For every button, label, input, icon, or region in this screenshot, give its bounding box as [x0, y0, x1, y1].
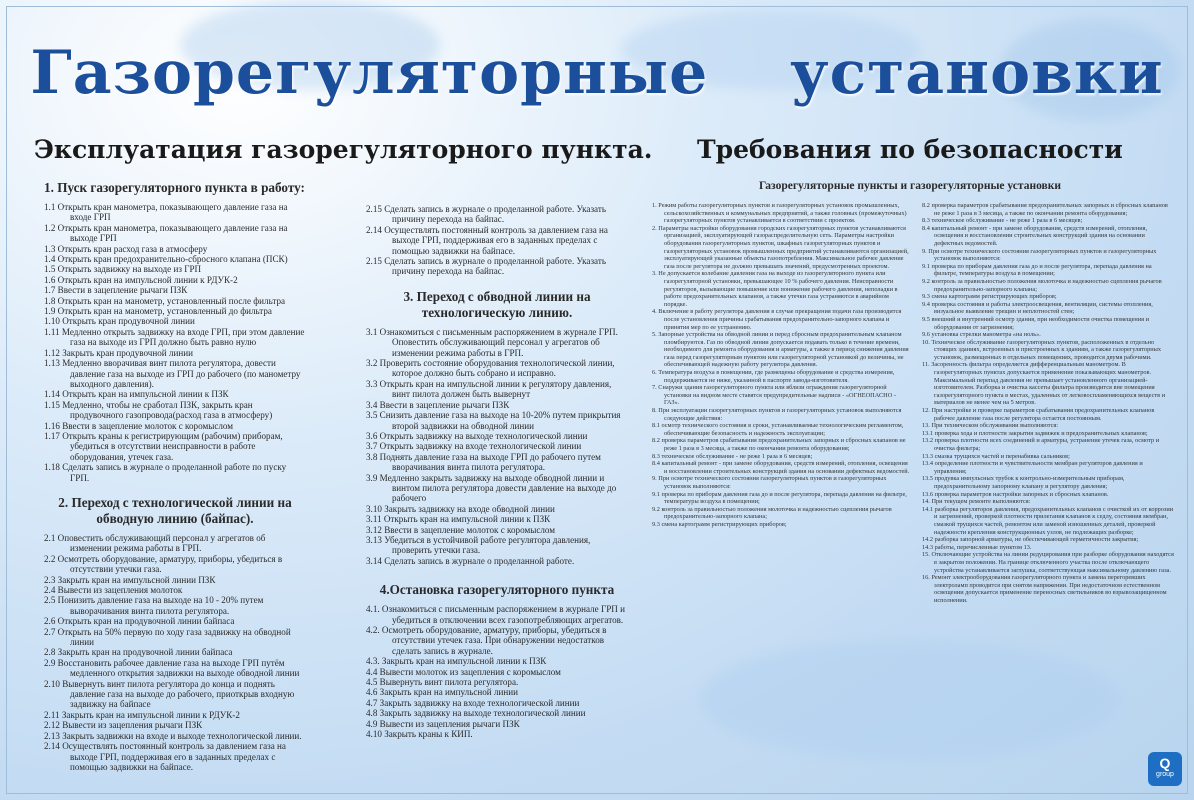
instruction-item: 2.2 Осмотреть оборудование, арматуру, приборы, убедиться в отсутствии утечки газа.: [44, 553, 283, 575]
instruction-item: 3.11 Открыть кран на импульсной линии к ПЗК: [366, 514, 551, 525]
instruction-item: 1.18 Сделать запись в журнале о проделанной работе по пуску ГРП.: [44, 462, 287, 483]
instruction-item: 1.14 Открыть кран на импульсной линии к ПЗК: [44, 389, 229, 400]
safety-rule: 13. При техническом обслуживании выполняются:: [922, 422, 1059, 430]
safety-columns: [640, 196, 1180, 786]
safety-rule: 9.1 проверка по приборам давления газа до и после регулятора, перепада давления на фильтре, температуры воздуха в помещении;: [922, 262, 1152, 278]
safety-block: [640, 180, 1180, 786]
instruction-item: 2.15 Сделать запись в журнале о проделанной работе. Указать причину перехода на байпас.: [366, 204, 606, 225]
company-logo: [1148, 752, 1182, 786]
safety-rule: 9.5 внешний и внутренний осмотр здания, при необходимости очистка помещения и оборудования от загрязнения;: [922, 315, 1150, 331]
safety-rule: 10. Техническое обслуживание газорегуляторных пунктов, расположенных в отдельно стоящих зданиях, встроенных и пристроенных к зданиям, а также газорегуляторных установок, размещенных в отдельных помещениях, проводится двумя рабочими.: [922, 338, 1161, 361]
safety-rule: 9. При осмотре технического состояния газорегуляторных пунктов и газорегуляторных установок выполняются:: [652, 475, 887, 490]
instruction-item: 4.6 Закрыть кран на импульсной линии: [366, 687, 518, 698]
safety-rule: 13.3 смазка трущихся частей и перенабивка сальников;: [922, 452, 1070, 460]
section-title: 2. Переход с технологической линии на обводную линию (байпас).: [58, 494, 292, 526]
safety-rule: 11. Засоренность фильтра определяется дифференциальным манометром. В газорегуляторных пунктах допускается применение показывающих манометров. Максимальный перепад давления не превышает установленного организацией-изготовителем. Разборка и очистка кассеты фильтра производится вне помещения газорегуляторного пункта в местах, удаленных от легковоспламеняющихся веществ и материалов не менее чем на 5 метров.: [922, 361, 1166, 407]
safety-rule: 6. Температура воздуха в помещении, где размещены оборудование и средства измерения, поддерживается не ниже, указанной в паспорте завода-изготовителя.: [652, 369, 895, 384]
instruction-item: 1.10 Открыть кран продувочной линии: [44, 316, 195, 327]
instruction-item: 3.8 Поднять давление газа на выходе ГРП до рабочего путем вворачивания винта пилота регулятора.: [366, 451, 601, 473]
instruction-item: 2.12 Вывести из зацепления рычаги ПЗК: [44, 720, 203, 731]
column-operation-2: [366, 204, 628, 739]
safety-rule: 3. Не допускается колебание давления газа на выходе из газорегуляторного пункта или газорегуляторной установки, превышающее 10 % рабочего давления. Неисправности регуляторов, вызывающие повышение или понижение рабочего давления, неполадки в работе предохранительных клапанов, а также утечки газа устраняются в аварийном порядке.: [652, 270, 898, 308]
instruction-item: 1.16 Ввести в зацепление молоток с коромыслом: [44, 420, 234, 431]
instruction-item: 3.9 Медленно закрыть задвижку на выходе обводной линии и винтом пилота регулятора довести давление на выходе до рабочего: [366, 472, 617, 504]
instruction-item: 2.8 Закрыть кран на продувочной линии байпаса: [44, 647, 233, 658]
safety-column-1: [652, 202, 910, 529]
safety-rule: 8.4 капитальный ремонт - при замене оборудования, средств измерений, отопления, освещения и восстановлении строительных конструкций здания на основании дефектных ведомостей.: [652, 460, 910, 475]
instruction-item: 1.5 Открыть задвижку на выходе из ГРП: [44, 264, 202, 275]
instruction-item: 2.3 Закрыть кран на импульсной линии ПЗК: [44, 574, 216, 585]
instruction-item: 1.4 Открыть кран предохранительно-сбросного клапана (ПСК): [44, 254, 288, 265]
safety-rule: 15. Отключающие устройства на линии редуцирования при разборке оборудования находятся в закрытом положении. На границе отключенного участка после отключающего устройства устанавливается заглушка, соответствующая максимальному давлению газа.: [922, 551, 1174, 574]
safety-rule: 9.6 установка стрелки манометра «на ноль».: [922, 331, 1041, 339]
instruction-item: 2.10 Вывернуть винт пилота регулятора до конца и поднять давление газа на выходе до рабочего, приоткрыв входную задвижку на байпасе: [44, 678, 295, 710]
instruction-item: 1.15 Медленно, чтобы не сработал ПЗК, закрыть кран продувочного газопровода(расход газа в атмосферу): [44, 399, 273, 421]
safety-rule: 14.3 работы, перечисленные пунктом 13.: [922, 543, 1032, 551]
safety-column-2: [922, 202, 1174, 604]
instruction-item: 4.1. Ознакомиться с письменным распоряжением в журнале ГРП и убедиться в отключении всех газопотребляющих агрегатов.: [366, 604, 625, 625]
instruction-item: 3.1 Ознакомиться с письменным распоряжением в журнале ГРП. Оповестить обслуживающий персонал у агрегатов об изменении режима работы в ГРП.: [366, 326, 618, 358]
section-items: [366, 604, 628, 739]
instruction-item: 3.10 Закрыть задвижку на входе обводной линии: [366, 503, 555, 514]
safety-rule: 12. При настройке и проверке параметров срабатывания предохранительных клапанов рабочее давление газа после регулятора остается постоянным.: [922, 407, 1155, 422]
instruction-item: 4.7 Закрыть задвижку на входе технологической линии: [366, 697, 580, 708]
instruction-item: 1.11 Медленно открыть задвижку на входе ГРП, при этом давление газа на выходе из ГРП должно быть равно нулю: [44, 326, 305, 348]
instruction-item: 3.5 Снизить давление газа на выходе на 10-20% путем прикрытия второй задвижки на обводной линии: [366, 410, 621, 431]
logo-mark: Q: [1159, 755, 1171, 771]
section-items: [44, 533, 306, 772]
instruction-item: 1.9 Открыть кран на манометр, установленный до фильтра: [44, 306, 272, 317]
instruction-item: 3.13 Убедиться в устойчивой работе регулятора давления, проверить утечки газа.: [366, 534, 591, 556]
safety-rule: 9.1 проверка по приборам давления газа до и после регулятора, перепада давления на фильтре, температуры воздуха в помещении;: [652, 490, 907, 506]
safety-rule: 8.4 капитальный ремонт - при замене оборудования, средств измерений, отопления, освещения и восстановлении строительных конструкций здания на основании дефектных ведомостей.: [922, 224, 1148, 247]
poster-title: Газорегуляторные установки: [30, 38, 1164, 108]
instruction-item: 4.4 Вывести молоток из зацепления с коромыслом: [366, 666, 561, 677]
instruction-item: 1.3 Открыть кран расход газа в атмосферу: [44, 243, 208, 254]
instruction-item: 4.9 Вывести из зацепления рычаги ПЗК: [366, 718, 520, 729]
instruction-item: 3.4 Ввести в зацепление рычаги ПЗК: [366, 399, 510, 410]
safety-rule: 9.2 контроль за правильностью положения молоточка и надежностью сцепления рычагов предохранительно-запорного клапана;: [922, 277, 1162, 293]
safety-rule: 7. Снаружи здания газорегуляторного пункта или вблизи ограждения газорегуляторной установки на видном месте ставятся предупредительные надписи - «ОГНЕОПАСНО - ГАЗ».: [652, 384, 896, 407]
safety-rule: 9.4 проверка состояния и работы электроосвещения, вентиляции, системы отопления, визуальное выявление трещин и неплотностей стен;: [922, 300, 1153, 316]
instruction-item: 2.1 Оповестить обслуживающий персонал у агрегатов об изменении режима работы в ГРП.: [44, 532, 266, 554]
instruction-item: 3.7 Открыть задвижку на входе технологической линии: [366, 441, 582, 452]
instruction-item: 2.14 Осуществлять постоянный контроль за давлением газа на выходе ГРП, поддерживая его в заданных пределах с помощью задвижки на байпасе.: [44, 741, 286, 772]
safety-rule: 13.1 проверка хода и плотности закрытия задвижек и предохранительных клапанов;: [922, 429, 1148, 437]
instruction-item: 1.7 Ввести в зацепление рычаги ПЗК: [44, 285, 188, 296]
instruction-item: 1.12 Закрыть кран продувочной линии: [44, 347, 193, 358]
safety-rule: 14. При текущем ремонте выполняются:: [922, 498, 1031, 506]
instruction-item: 2.5 Понизить давление газа на выходе на 10 - 20% путем выворачивания винта пилота регулятора.: [44, 595, 264, 616]
safety-rule: 9.2 контроль за правильностью положения молоточка и надежностью сцепления рычагов предохранительно-запорного клапана;: [652, 505, 892, 521]
safety-rule: 1. Режим работы газорегуляторных пунктов и газорегуляторных установок промышленных, сельскохозяйственных и коммунальных предприятий, а также головных (промежуточных) газорегуляторных пунктов устанавливается в соответствии с проектом.: [652, 202, 907, 225]
instruction-item: 2.9 Восстановить рабочее давление газа на выходе ГРП путём медленного открытия задвижки на выходе обводной линии: [44, 657, 300, 679]
instruction-item: 1.13 Медленно вворачивая винт пилота регулятора, довести давление газа на выходе из ГРП до рабочего (по манометру выходного давления).: [44, 358, 301, 389]
instruction-item: 2.13 Закрыть задвижки на входе и выходе технологической линии.: [44, 730, 302, 741]
heading-safety: Требования по безопасности: [697, 135, 1123, 164]
instruction-item: 1.1 Открыть кран манометра, показывающего давление газа на входе ГРП: [44, 202, 288, 223]
instruction-item: 1.6 Открыть кран на импульсной линии к РДУК-2: [44, 274, 238, 285]
section-items: [366, 327, 628, 566]
instruction-item: 4.2. Осмотреть оборудование, арматуру, приборы, убедиться в отсутствии утечек газа. При обнаружении недостатков сделать запись в журнале.: [366, 625, 607, 656]
instruction-item: 3.12 Ввести в зацепление молоток с коромыслом: [366, 524, 556, 535]
instruction-item: 4.8 Закрыть задвижку на выходе технологической линии: [366, 708, 586, 719]
safety-rule: 8.2 проверка параметров срабатывания предохранительных запорных и сбросных клапанов не реже 1 раза в 3 месяца, а также по окончании ремонта оборудования;: [652, 437, 906, 452]
safety-rule: 14.2 разборка запорной арматуры, не обеспечивающей герметичности закрытия;: [922, 536, 1139, 544]
safety-rule: 8.2 проверка параметров срабатывания предохранительных запорных и сбросных клапанов не реже 1 раза в 3 месяца, а также по окончании ремонта оборудования;: [922, 202, 1168, 217]
instruction-item: 1.17 Открыть краны к регистрирующим (рабочим) приборам, убедиться в отсутствии неисправности в работе оборудования, утечек газа.: [44, 430, 283, 462]
instruction-item: 3.2 Проверить состояние оборудования технологической линии, которое должно быть собрано и исправно.: [366, 358, 615, 379]
section-items: [366, 204, 628, 277]
instruction-item: 4.5 Вывернуть винт пилота регулятора.: [366, 677, 519, 688]
safety-rule: 9.3 смена картограмм регистрирующих приборов;: [652, 520, 787, 528]
column-operation-1: [44, 180, 306, 772]
safety-rule: 14.1 разборка регуляторов давления, предохранительных клапанов с очисткой их от коррозии и загрязнений, проверкой плотности прилегания клапанов к седлу, состояния мембран, смазкой трущихся частей, ремонтом или заменой изношенных деталей, проверкой надежности крепления конструкционных узлов, не подлежащих разборке;: [922, 505, 1174, 536]
instruction-item: 2.14 Осуществлять постоянный контроль за давлением газа на выходе ГРП, поддерживая его в заданных пределах с помощью задвижки на байпасе.: [366, 224, 608, 256]
instruction-item: 2.15 Сделать запись в журнале о проделанной работе. Указать причину перехода на байпас.: [366, 256, 606, 277]
safety-rule: 8.3 техническое обслуживание - не реже 1 раза в 6 месяцев;: [922, 217, 1083, 225]
safety-rule: 9.3 смена картограмм регистрирующих приборов;: [922, 293, 1057, 301]
instruction-item: 3.3 Открыть кран на импульсной линии к регулятору давления, винт пилота должен быть вывернут: [366, 378, 612, 400]
section-title: 4.Остановка газорегуляторного пункта: [379, 582, 615, 598]
section-title: 3. Переход с обводной линии на технологическую линию.: [403, 288, 591, 320]
section-title: 1. Пуск газорегуляторного пункта в работу:: [44, 180, 305, 195]
safety-rule: 8.3 техническое обслуживание - не реже 1 раза в 6 месяцев;: [652, 452, 813, 460]
safety-rule: 8. При эксплуатации газорегуляторных пунктов и газорегуляторных установок выполняются следующие действия:: [652, 407, 902, 422]
instruction-item: 1.8 Открыть кран на манометр, установленный после фильтра: [44, 295, 286, 306]
safety-rule: 8.1 осмотр технического состояния в сроки, устанавливаемые технологическим регламентом, обеспечивающие безопасность и надежность эксплуатации;: [652, 422, 904, 437]
instruction-item: 4.3. Закрыть кран на импульсной линии к ПЗК: [366, 656, 547, 667]
safety-rule: 13.6 проверка параметров настройки запорных и сбросных клапанов.: [922, 490, 1109, 498]
safety-subtitle: Газорегуляторные пункты и газорегуляторные установки: [758, 180, 1062, 192]
safety-rule: 4. Включение в работу регулятора давления в случае прекращения подачи газа производится после установления причины срабатывания предохранительно-запорного клапана и принятия мер по ее устранению.: [652, 308, 902, 331]
safety-rule: 5. Запорные устройства на обводной линии и перед сбросным предохранительным клапаном пломбируются. Газ по обводной линии допускается подавать только в течение времени, необходимого для ремонта оборудования и арматуры, а также в период снижения давления газа перед газорегуляторным пунктом или газорегуляторной установкой до величины, не обеспечивающей надежную работу регулятора давления.: [652, 331, 909, 369]
section-items: [44, 202, 306, 483]
instruction-item: 2.6 Открыть кран на продувочной линии байпаса: [44, 616, 235, 627]
instruction-item: 2.11 Закрыть кран на импульсной линии к РДУК-2: [44, 709, 240, 720]
safety-rule: 2. Параметры настройки оборудования городских газорегуляторных пунктов устанавливаются организацией, эксплуатирующей газораспределительную сеть. Параметры настройки оборудования газорегуляторных пунктов, шкафных газорегуляторных пунктов и газорегуляторных установок промышленных предприятий устанавливаются организацией, эксплуатирующей указанные объекты газопотребления. Максимальное рабочее давление газа после регулятора не должно превышать значений, предусмотренных проектом.: [652, 224, 909, 270]
instruction-item: 2.7 Открыть на 50% первую по ходу газа задвижку на обводной линии: [44, 626, 291, 648]
instruction-item: 1.2 Открыть кран манометра, показывающего давление газа на выходе ГРП: [44, 222, 288, 244]
logo-text: group: [1156, 771, 1174, 778]
instruction-item: 2.4 Вывести из зацепления молоток: [44, 585, 183, 595]
safety-rule: 13.2 проверка плотности всех соединений и арматуры, устранение утечек газа, осмотр и очистка фильтра;: [922, 437, 1160, 452]
heading-operation: Эксплуатация газорегуляторного пункта.: [34, 135, 653, 164]
instruction-item: 3.6 Открыть задвижку на выходе технологической линии: [366, 430, 588, 441]
safety-rule: 13.5 продувка импульсных трубок к контрольно-измерительным приборам, предохранительному запорному клапану и регулятору давления;: [922, 475, 1125, 490]
instruction-item: 4.10 Закрыть краны к КИП.: [366, 729, 473, 740]
safety-rule: 9. При осмотре технического состояния газорегуляторных пунктов и газорегуляторных установок выполняются:: [922, 247, 1157, 263]
instruction-item: 3.14 Сделать запись в журнале о проделанной работе.: [366, 555, 575, 566]
safety-rule: 13.4 определение плотности и чувствительности мембран регуляторов давления и управления;: [922, 460, 1143, 475]
safety-rule: 16. Ремонт электрооборудования газорегуляторного пункта и замена перегоревших электроламп проводится при снятом напряжении. При недостаточном естественном освещении допускается применение переносных светильников во взрывозащищенном исполнении.: [922, 574, 1167, 604]
